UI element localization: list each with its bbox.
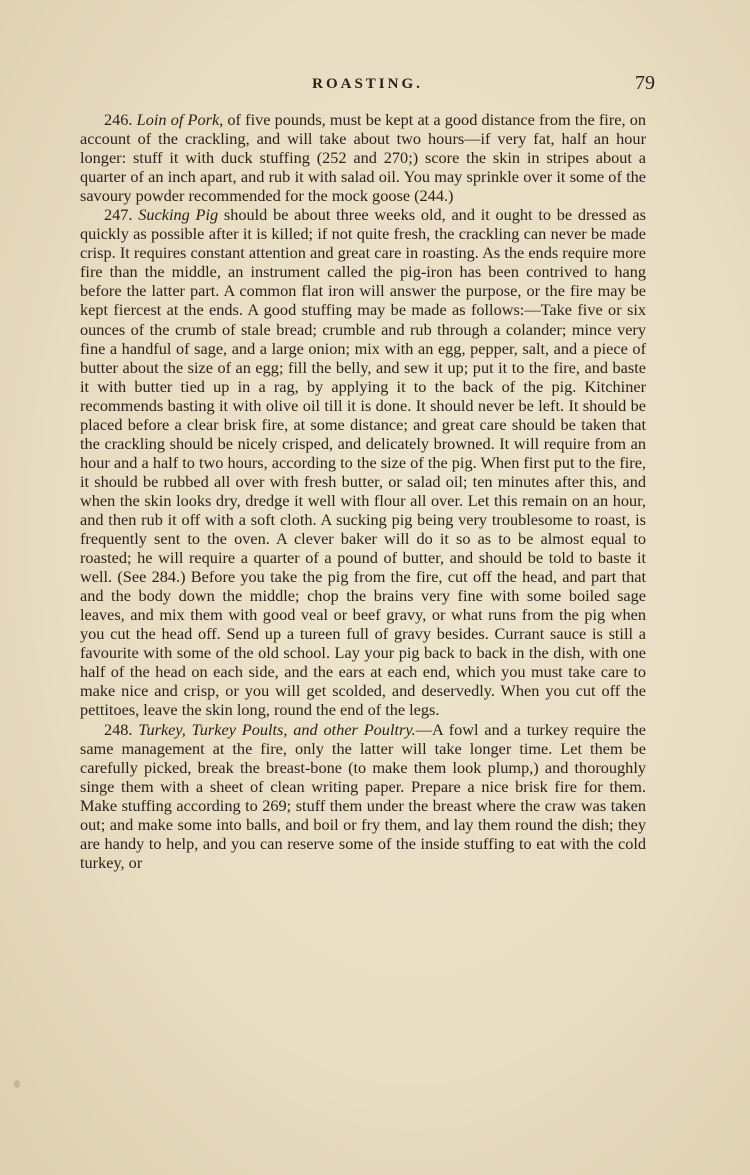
recipe-text: —A fowl and a turkey require the same management at the fire, only the latter will take longer time. Let them be carefully picked, break the breast-bone (to make them look plump,) and thoroughly singe them with a sheet of clean writing paper. Prepare a nice brisk fire for them. Make stuffing according to 269; stuff them under the breast where the craw was taken out; and make some into balls, and boil or fry them, and lay them round the dish; they are handy to help, and you can reserve some of the inside stuffing to eat with the cold turkey, or — [80, 719, 646, 872]
recipe-title: Loin of Pork, — [136, 110, 224, 129]
recipe-number: 247. — [104, 205, 133, 225]
recipe-title: Turkey, Turkey Poults, and other Poultry. — [138, 719, 416, 739]
recipe-number: 248. — [104, 719, 133, 739]
recipe-paragraph — [80, 720, 646, 872]
recipe-paragraph — [80, 205, 646, 719]
running-head: ROASTING. — [312, 76, 423, 92]
body-text — [80, 110, 646, 872]
recipe-text: should be about three weeks old, and it ought to be dressed as quickly as possible after it is killed; if not quite fresh, the crackling can never be made crisp. It requires constant attention and great care in roasting. As the ends require more fire than the middle, an instrument called the pig-iron has been contrived to hang before the latter part. A common flat iron will answer the purpose, or the fire may be kept fiercest at the ends. A good stuffing may be made as follows:—Take five or six ounces of the crumb of stale bread; crumble and rub through a colander; mince very fine a handful of sage, and a large onion; mix with an egg, pepper, salt, and a piece of butter about the size of an egg; fill the belly, and sew it up; put it to the fire, and baste it with butter tied up in a rag, by applying it to the back of the pig. Kitchiner recommends basting it with olive oil till it is done. It should never be left. It should be placed before a clear brisk fire, at some distance; and great care should be taken that the crackling should be nicely crisped, and delicately browned. It will require from an hour and a half to two hours, according to the size of the pig. When first put to the fire, it should be rubbed all over with fresh butter, or salad oil; ten minutes after this, and when the skin looks dry, dredge it well with flour all over. Let this remain on an hour, and then rub it off with a soft cloth. A sucking pig being very troublesome to roast, is frequently sent to the oven. A clever baker will do it so as to be almost equal to roasted; he will require a quarter of a pound of butter, and should be told to baste it well. (See 284.) Before you take the pig from the fire, cut off the head, and part that and the body down the middle; chop the brains very fine with some boiled sage leaves, and mix them with good veal or beef gravy, or what runs from the pig when you cut the head off. Send up a tureen full of gravy besides. Currant sauce is still a favourite with some of the old school. Lay your pig back to back in the dish, with one half of the head on each side, and the ears at each end, which you must take care to make nice and crisp, or you will get scolded, and deservedly. When you cut off the pettitoes, leave the skin long, round the end of the legs. — [80, 205, 646, 720]
recipe-title: Sucking Pig — [138, 205, 219, 225]
page-number: 79 — [635, 72, 655, 94]
recipe-paragraph — [80, 110, 646, 205]
page-header — [80, 72, 655, 98]
recipe-text: of five pounds, must be kept at a good distance from the fire, on account of the crackling, and will take about two hours—if very fat, half an hour longer: stuff it with duck stuffing (252 and 270;) score the skin in stripes about a quarter of an inch apart, and rub it with salad oil. You may sprinkle over it some of the savoury powder recommended for the mock goose (244.) — [80, 110, 646, 206]
recipe-number: 246. — [104, 110, 133, 129]
paper-stain — [14, 1080, 20, 1088]
